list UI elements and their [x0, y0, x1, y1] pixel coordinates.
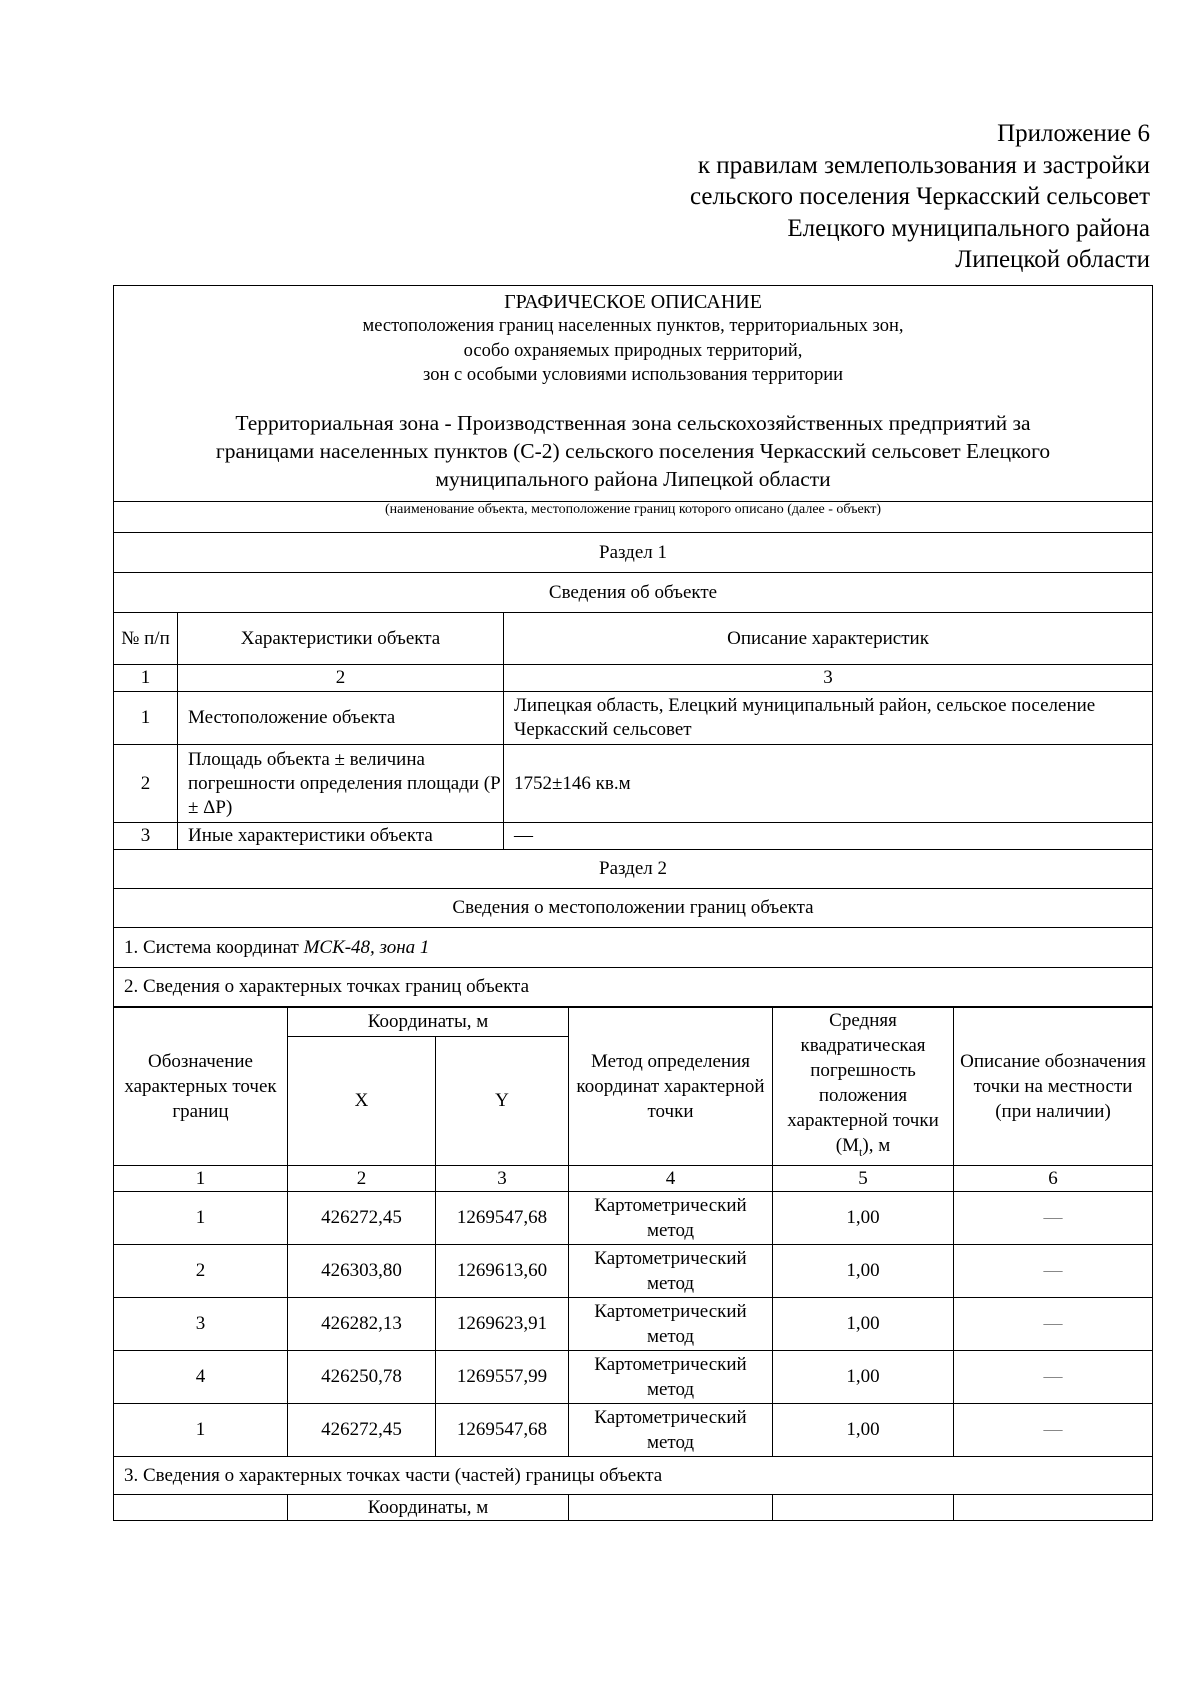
point-desc: —	[954, 1191, 1153, 1244]
zone-line: границами населенных пунктов (С-2) сельского поселения Черкасский сельсовет Елецкого	[215, 438, 1051, 463]
col-number: 1	[114, 1165, 288, 1191]
parts-empty-cell	[954, 1494, 1153, 1520]
point-error: 1,00	[773, 1191, 954, 1244]
row-no: 1	[114, 692, 178, 745]
document-title: ГРАФИЧЕСКОЕ ОПИСАНИЕ	[504, 291, 762, 313]
table-row	[114, 1403, 1153, 1456]
point-y: 1269557,99	[436, 1350, 569, 1403]
row-name: Местоположение объекта	[178, 692, 504, 745]
error-header-unit: ), м	[862, 1135, 891, 1156]
point-method: Картометрический метод	[569, 1244, 773, 1297]
row-value: 1752±146 кв.м	[504, 745, 1153, 823]
row-name: Иные характеристики объекта	[178, 823, 504, 850]
table-row	[114, 823, 1153, 850]
zone-line: муниципального района Липецкой области	[435, 466, 831, 491]
point-y: 1269547,68	[436, 1403, 569, 1456]
appendix-header	[690, 118, 1150, 276]
coords-header: Координаты, м	[288, 1008, 569, 1037]
table-row	[114, 1297, 1153, 1350]
parts-empty-cell	[773, 1494, 954, 1520]
appendix-line: Липецкой области	[955, 246, 1150, 273]
col-characteristics-header: Характеристики объекта	[178, 613, 504, 665]
description-header: Описание обозначения точки на местности (при наличии)	[954, 1008, 1153, 1166]
point-x: 426272,45	[288, 1403, 436, 1456]
appendix-line: к правилам землепользования и застройки	[697, 151, 1150, 179]
point-desc: —	[954, 1350, 1153, 1403]
table-row	[114, 1350, 1153, 1403]
parts-empty-cell	[569, 1494, 773, 1520]
error-header-sub: t	[859, 1144, 863, 1159]
point-method: Картометрический метод	[569, 1403, 773, 1456]
point-id: 1	[114, 1191, 288, 1244]
subtitle-line: особо охраняемых природных территорий,	[463, 340, 803, 361]
error-header-text: Средняя квадратическая погрешность положения характерной точки (M	[787, 1010, 939, 1156]
col-description-header: Описание характеристик	[504, 613, 1153, 665]
zone-line: Территориальная зона - Производственная зона сельскохозяйственных предприятий за	[235, 410, 1031, 435]
graphic-description-table	[113, 285, 1153, 1007]
points-section-title: 2. Сведения о характерных точках границ объекта	[114, 968, 1153, 1007]
point-error: 1,00	[773, 1244, 954, 1297]
coord-label: 1. Система координат	[124, 936, 304, 958]
coordinate-system	[114, 928, 1153, 968]
parts-coords-header: Координаты, м	[288, 1494, 569, 1520]
point-x: 426272,45	[288, 1191, 436, 1244]
appendix-line: Елецкого муниципального района	[787, 214, 1150, 242]
method-header: Метод определения координат характерной точки	[569, 1008, 773, 1166]
designation-header: Обозначение характерных точек границ	[114, 1008, 288, 1166]
appendix-line: сельского поселения Черкасский сельсовет	[689, 183, 1150, 210]
point-method: Картометрический метод	[569, 1191, 773, 1244]
point-error: 1,00	[773, 1297, 954, 1350]
col-number: 3	[504, 665, 1153, 692]
col-number: 2	[178, 665, 504, 692]
col-number: 5	[773, 1165, 954, 1191]
point-desc: —	[954, 1297, 1153, 1350]
parts-section-title: 3. Сведения о характерных точках части (частей) границы объекта	[114, 1456, 1153, 1494]
y-header: Y	[436, 1036, 569, 1165]
section1-title: Раздел 1	[114, 533, 1153, 573]
point-error: 1,00	[773, 1350, 954, 1403]
error-header	[773, 1008, 954, 1166]
point-method: Картометрический метод	[569, 1297, 773, 1350]
subtitle-line: местоположения границ населенных пунктов, территориальных зон,	[362, 316, 904, 336]
col-number: 6	[954, 1165, 1153, 1191]
row-value: Липецкая область, Елецкий муниципальный район, сельское поселение Черкасский сельсовет	[504, 692, 1153, 745]
section1-subtitle: Сведения об объекте	[114, 573, 1153, 613]
row-value: —	[504, 823, 1153, 850]
table-row	[114, 1244, 1153, 1297]
point-error: 1,00	[773, 1403, 954, 1456]
col-number: 2	[288, 1165, 436, 1191]
point-x: 426303,80	[288, 1244, 436, 1297]
point-y: 1269613,60	[436, 1244, 569, 1297]
points-table	[113, 1007, 1153, 1521]
point-desc: —	[954, 1244, 1153, 1297]
point-id: 4	[114, 1350, 288, 1403]
col-no-header: № п/п	[114, 613, 178, 665]
subtitle-line: зон с особыми условиями использования территории	[423, 365, 844, 385]
point-x: 426282,13	[288, 1297, 436, 1350]
object-caption: (наименование объекта, местоположение границ которого описано (далее - объект)	[114, 502, 1153, 533]
col-number: 1	[114, 665, 178, 692]
point-id: 2	[114, 1244, 288, 1297]
document-header	[114, 286, 1153, 502]
parts-empty-cell	[114, 1494, 288, 1520]
table-row	[114, 1191, 1153, 1244]
col-number: 3	[436, 1165, 569, 1191]
section2-subtitle: Сведения о местоположении границ объекта	[114, 889, 1153, 928]
x-header: X	[288, 1036, 436, 1165]
row-no: 3	[114, 823, 178, 850]
coord-system-value: МСК-48, зона 1	[303, 936, 430, 958]
point-y: 1269623,91	[436, 1297, 569, 1350]
point-method: Картометрический метод	[569, 1350, 773, 1403]
point-id: 1	[114, 1403, 288, 1456]
section2-title: Раздел 2	[114, 850, 1153, 889]
table-row	[114, 745, 1153, 823]
point-x: 426250,78	[288, 1350, 436, 1403]
col-number: 4	[569, 1165, 773, 1191]
point-y: 1269547,68	[436, 1191, 569, 1244]
appendix-line: Приложение 6	[997, 120, 1150, 147]
zone-name	[114, 409, 1152, 493]
row-no: 2	[114, 745, 178, 823]
row-name: Площадь объекта ± величина погрешности определения площади (P ± ΔP)	[178, 745, 504, 823]
point-id: 3	[114, 1297, 288, 1350]
table-row	[114, 692, 1153, 745]
point-desc: —	[954, 1403, 1153, 1456]
